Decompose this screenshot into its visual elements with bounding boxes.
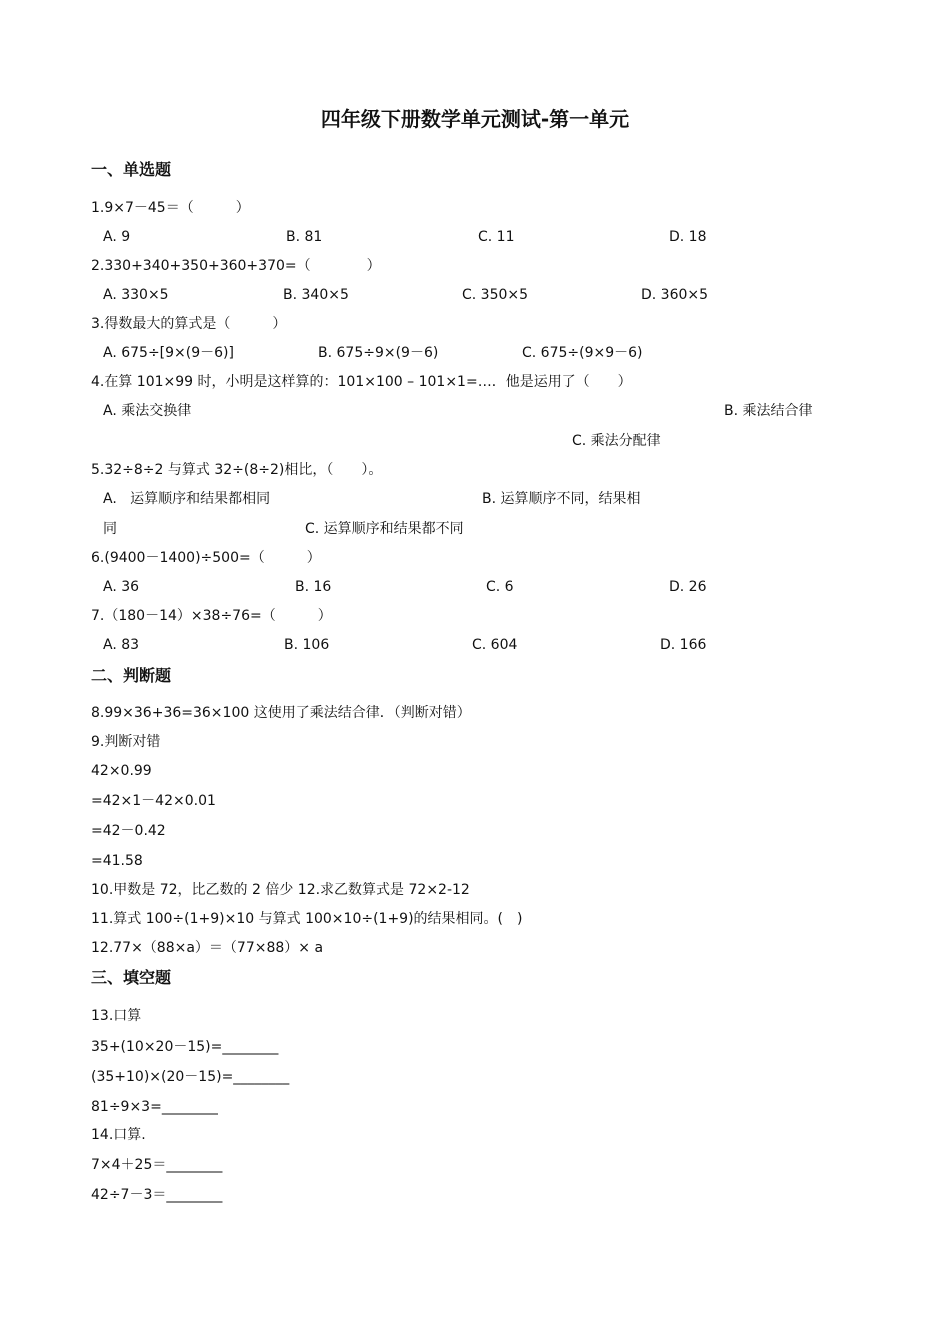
question-6-option-d: D. 26 (669, 579, 707, 595)
question-6-option-a: A. 36 (103, 579, 140, 595)
question-4-option-c: C. 乘法分配律 (572, 433, 661, 449)
question-3-stem: 3.得数最大的算式是（ ） (91, 316, 287, 332)
question-9-line-4: =41.58 (91, 853, 143, 869)
question-3-option-a: A. 675÷[9×(9－6)] (103, 345, 234, 361)
question-14-line-2: 42÷7－3＝________ (91, 1187, 223, 1203)
section-heading-single-choice: 一、单选题 (91, 160, 172, 179)
question-2-option-d: D. 360×5 (641, 287, 709, 303)
question-1-stem: 1.9×7－45＝（ ） (91, 200, 250, 216)
question-11: 11.算式 100÷(1+9)×10 与算式 100×10÷(1+9)的结果相同。( ) (91, 911, 523, 927)
question-14-stem: 14.口算. (91, 1127, 146, 1143)
question-3-option-b: B. 675÷9×(9－6) (318, 345, 439, 361)
question-7-option-c: C. 604 (472, 637, 518, 653)
question-3-option-c: C. 675÷(9×9－6) (522, 345, 643, 361)
question-6-option-b: B. 16 (295, 579, 332, 595)
question-10: 10.甲数是 72，比乙数的 2 倍少 12.求乙数算式是 72×2-12 (91, 882, 470, 898)
question-5-option-a: A. 运算顺序和结果都相同 (103, 491, 271, 507)
question-5-stem: 5.32÷8÷2 与算式 32÷(8÷2)相比，（ ）。 (91, 462, 383, 478)
question-1-option-d: D. 18 (669, 229, 707, 245)
question-2-option-b: B. 340×5 (283, 287, 349, 303)
question-1-option-a: A. 9 (103, 229, 131, 245)
question-7-stem: 7.（180－14）×38÷76=（ ） (91, 608, 332, 624)
question-2-option-a: A. 330×5 (103, 287, 169, 303)
question-9-stem: 9.判断对错 (91, 734, 161, 750)
question-5-option-b: B. 运算顺序不同，结果相 (482, 491, 641, 507)
question-7-option-d: D. 166 (660, 637, 707, 653)
question-9-line-1: 42×0.99 (91, 763, 152, 779)
question-6-stem: 6.(9400－1400)÷500=（ ） (91, 550, 321, 566)
question-4-option-b: B. 乘法结合律 (724, 403, 813, 419)
question-13-line-2: (35+10)×(20－15)=________ (91, 1069, 290, 1085)
question-4-stem: 4.在算 101×99 时，小明是这样算的：101×100 – 101×1=…．他是运用了（ ） (91, 374, 632, 390)
question-13-line-1: 35+(10×20－15)=________ (91, 1039, 279, 1055)
question-7-option-a: A. 83 (103, 637, 140, 653)
question-8: 8.99×36+36=36×100 这使用了乘法结合律．（判断对错） (91, 705, 471, 721)
question-1-option-b: B. 81 (286, 229, 323, 245)
question-2-stem: 2.330+340+350+360+370=（ ） (91, 258, 381, 274)
question-9-line-3: =42－0.42 (91, 823, 166, 839)
question-6-option-c: C. 6 (486, 579, 514, 595)
question-14-line-1: 7×4＋25＝________ (91, 1157, 223, 1173)
question-5-option-c: C. 运算顺序和结果都不同 (305, 521, 464, 537)
question-5-option-b-continued: 同 (103, 521, 117, 537)
section-heading-true-false: 二、判断题 (91, 666, 172, 685)
page-title: 四年级下册数学单元测试-第一单元 (320, 107, 630, 131)
question-9-line-2: =42×1－42×0.01 (91, 793, 216, 809)
section-heading-fill-blank: 三、填空题 (91, 968, 172, 987)
question-13-line-3: 81÷9×3=________ (91, 1099, 218, 1115)
question-1-option-c: C. 11 (478, 229, 515, 245)
question-2-option-c: C. 350×5 (462, 287, 529, 303)
question-7-option-b: B. 106 (284, 637, 330, 653)
question-12: 12.77×（88×a）＝（77×88）× a (91, 940, 324, 956)
question-13-stem: 13.口算 (91, 1008, 142, 1024)
question-4-option-a: A. 乘法交换律 (103, 403, 192, 419)
